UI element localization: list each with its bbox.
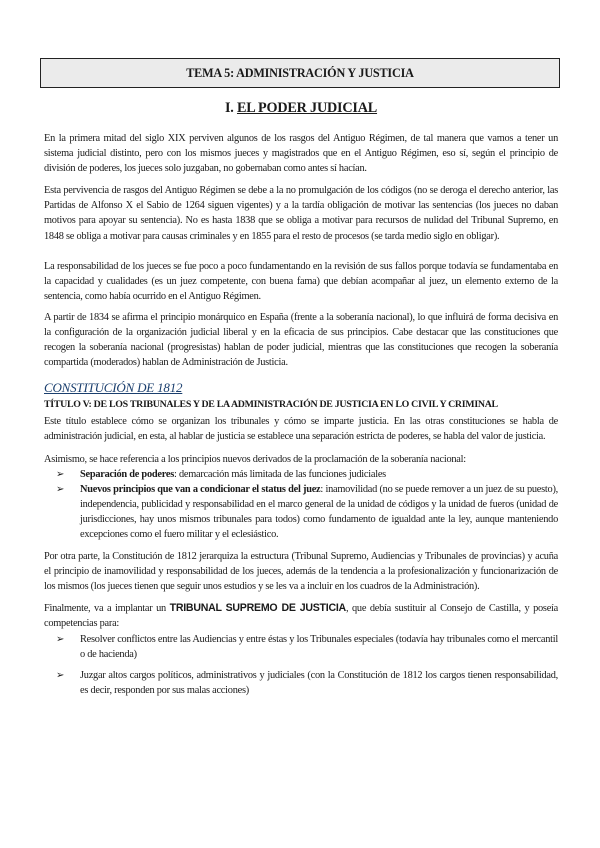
section-title: EL PODER JUDICIAL xyxy=(236,100,378,116)
page-title-text: TEMA 5: ADMINISTRACIÓN Y JUSTICIA xyxy=(186,65,414,80)
bullet-list-competencias xyxy=(44,632,558,698)
list-item xyxy=(44,467,558,482)
arrow-bullet-icon: ➢ xyxy=(56,483,65,495)
page-title xyxy=(40,58,560,88)
paragraph-8-end: , que debía sustituir al Consejo de Castilla, y poseía competencias para: xyxy=(44,603,559,630)
arrow-bullet-icon: ➢ xyxy=(56,633,65,645)
document-page xyxy=(44,58,558,704)
list-item xyxy=(44,632,558,662)
subheading-constitucion-1812: CONSTITUCIÓN DE 1812 xyxy=(44,380,183,396)
bullet-list-principles xyxy=(44,467,558,542)
paragraph-6: Asimismo, se hace referencia a los principios nuevos derivados de la proclamación de la soberanía nacional: xyxy=(44,453,466,465)
paragraph-2: Esta pervivencia de rasgos del Antiguo Régimen se debe a la no promulgación de los códigos (no se deroga el derecho anterior, las Partidas de Alfonso X el Sabio de 1264 siguen vigentes) y a la tardía obligación de motivar las sentencias (los jueces no daban motivos para apoyar su sentencia). No es hasta 1838 que se obliga a motivar para recursos de nulidad del Tribunal Supremo, en 1848 se obliga a motivar para causas criminales y en 1855 para el resto de procesos (se tarda medio siglo en obligar). xyxy=(44,185,558,242)
list-item-bold: Separación de poderes xyxy=(80,468,174,480)
arrow-bullet-icon: ➢ xyxy=(56,468,65,480)
section-number: I. xyxy=(224,100,234,116)
arrow-bullet-icon: ➢ xyxy=(56,669,65,681)
paragraph-7: Por otra parte, la Constitución de 1812 jerarquiza la estructura (Tribunal Supremo, Audiencias y Tribunales de provincias) y acuña el principio de inamovilidad y responsabilidad de los jueces, además de la tendencia a la profesionalización y funcionarización de los mismos (los jueces tienen que seguir unos estudios y se les va a incluir en los cuadros de la Administración). xyxy=(44,551,558,593)
section-heading xyxy=(44,100,558,117)
title-v-heading: TÍTULO V: DE LOS TRIBUNALES Y DE LA ADMINISTRACIÓN DE JUSTICIA EN LO CIVIL Y CRIMINAL xyxy=(44,399,498,411)
tribunal-supremo-term: TRIBUNAL SUPREMO DE JUSTICIA xyxy=(169,602,346,615)
list-item-text: Resolver conflictos entre las Audiencias y entre éstas y los Tribunales especiales (todavía hay tribunales como el mercantil o de hacienda) xyxy=(80,633,558,660)
list-item xyxy=(44,482,558,542)
list-item-text: : demarcación más limitada de las funciones judiciales xyxy=(173,468,386,480)
list-item-text: Juzgar altos cargos políticos, administrativos y judiciales (con la Constitución de 1812 los cargos tienen responsabilidad, es decir, responden por sus malas acciones) xyxy=(80,669,558,696)
paragraph-4: A partir de 1834 se afirma el principio monárquico en España (frente a la soberanía nacional), lo que influirá de forma decisiva en la configuración de la organización judicial liberal y en la eficacia de sus principios. Cabe destacar que las constituciones que recogen la soberanía nacional (progresistas) hablan de poder judicial, mientras que las constituciones que recogen la soberanía compartida (moderados) hablan de Administración de Justicia. xyxy=(44,311,558,369)
paragraph-1: En la primera mitad del siglo XIX perviven algunos de los rasgos del Antiguo Régimen, de tal manera que vamos a tener un sistema judicial distinto, pero con los mismos jueces y magistrados que en el Antiguo Régimen, eso sí, según el principio de división de poderes, los jueces solo juzgaban, no gobernaban como antes sí hacían. xyxy=(44,133,558,175)
list-item-bold: Nuevos principios que van a condicionar el status del juez xyxy=(80,483,321,495)
paragraph-5: Este título establece cómo se organizan los tribunales y cómo se imparte justicia. En las otras constituciones se habla de administración judicial, en esta, al hablar de justicia se establece una separación estricta de poderes, se habla del valor de justicia. xyxy=(44,416,558,443)
paragraph-8-start: Finalmente, va a implantar un xyxy=(44,603,170,615)
list-item-text: : inamovilidad (no se puede remover a un juez de su puesto), independencia, publicidad y responsabilidad en el marco general de la unidad de códigos y la unidad de fueros (unidad de jurisdicciones, hay unos mismos tribunales para todos) como fundamento de igualdad ante la ley, aunque manteniendo excepciones como el fuero militar y el eclesiástico. xyxy=(80,483,558,540)
list-item xyxy=(44,668,558,698)
paragraph-3: La responsabilidad de los jueces se fue poco a poco fundamentando en la revisión de sus fallos porque todavía se fundamentaba en la capacidad y cualidades (es un juez competente, con buena fama) que debían acompañar al juez, un elemento externo de la sentencia, como había ocurrido en el Antiguo Régimen. xyxy=(44,260,558,302)
paragraph-8 xyxy=(44,601,558,631)
